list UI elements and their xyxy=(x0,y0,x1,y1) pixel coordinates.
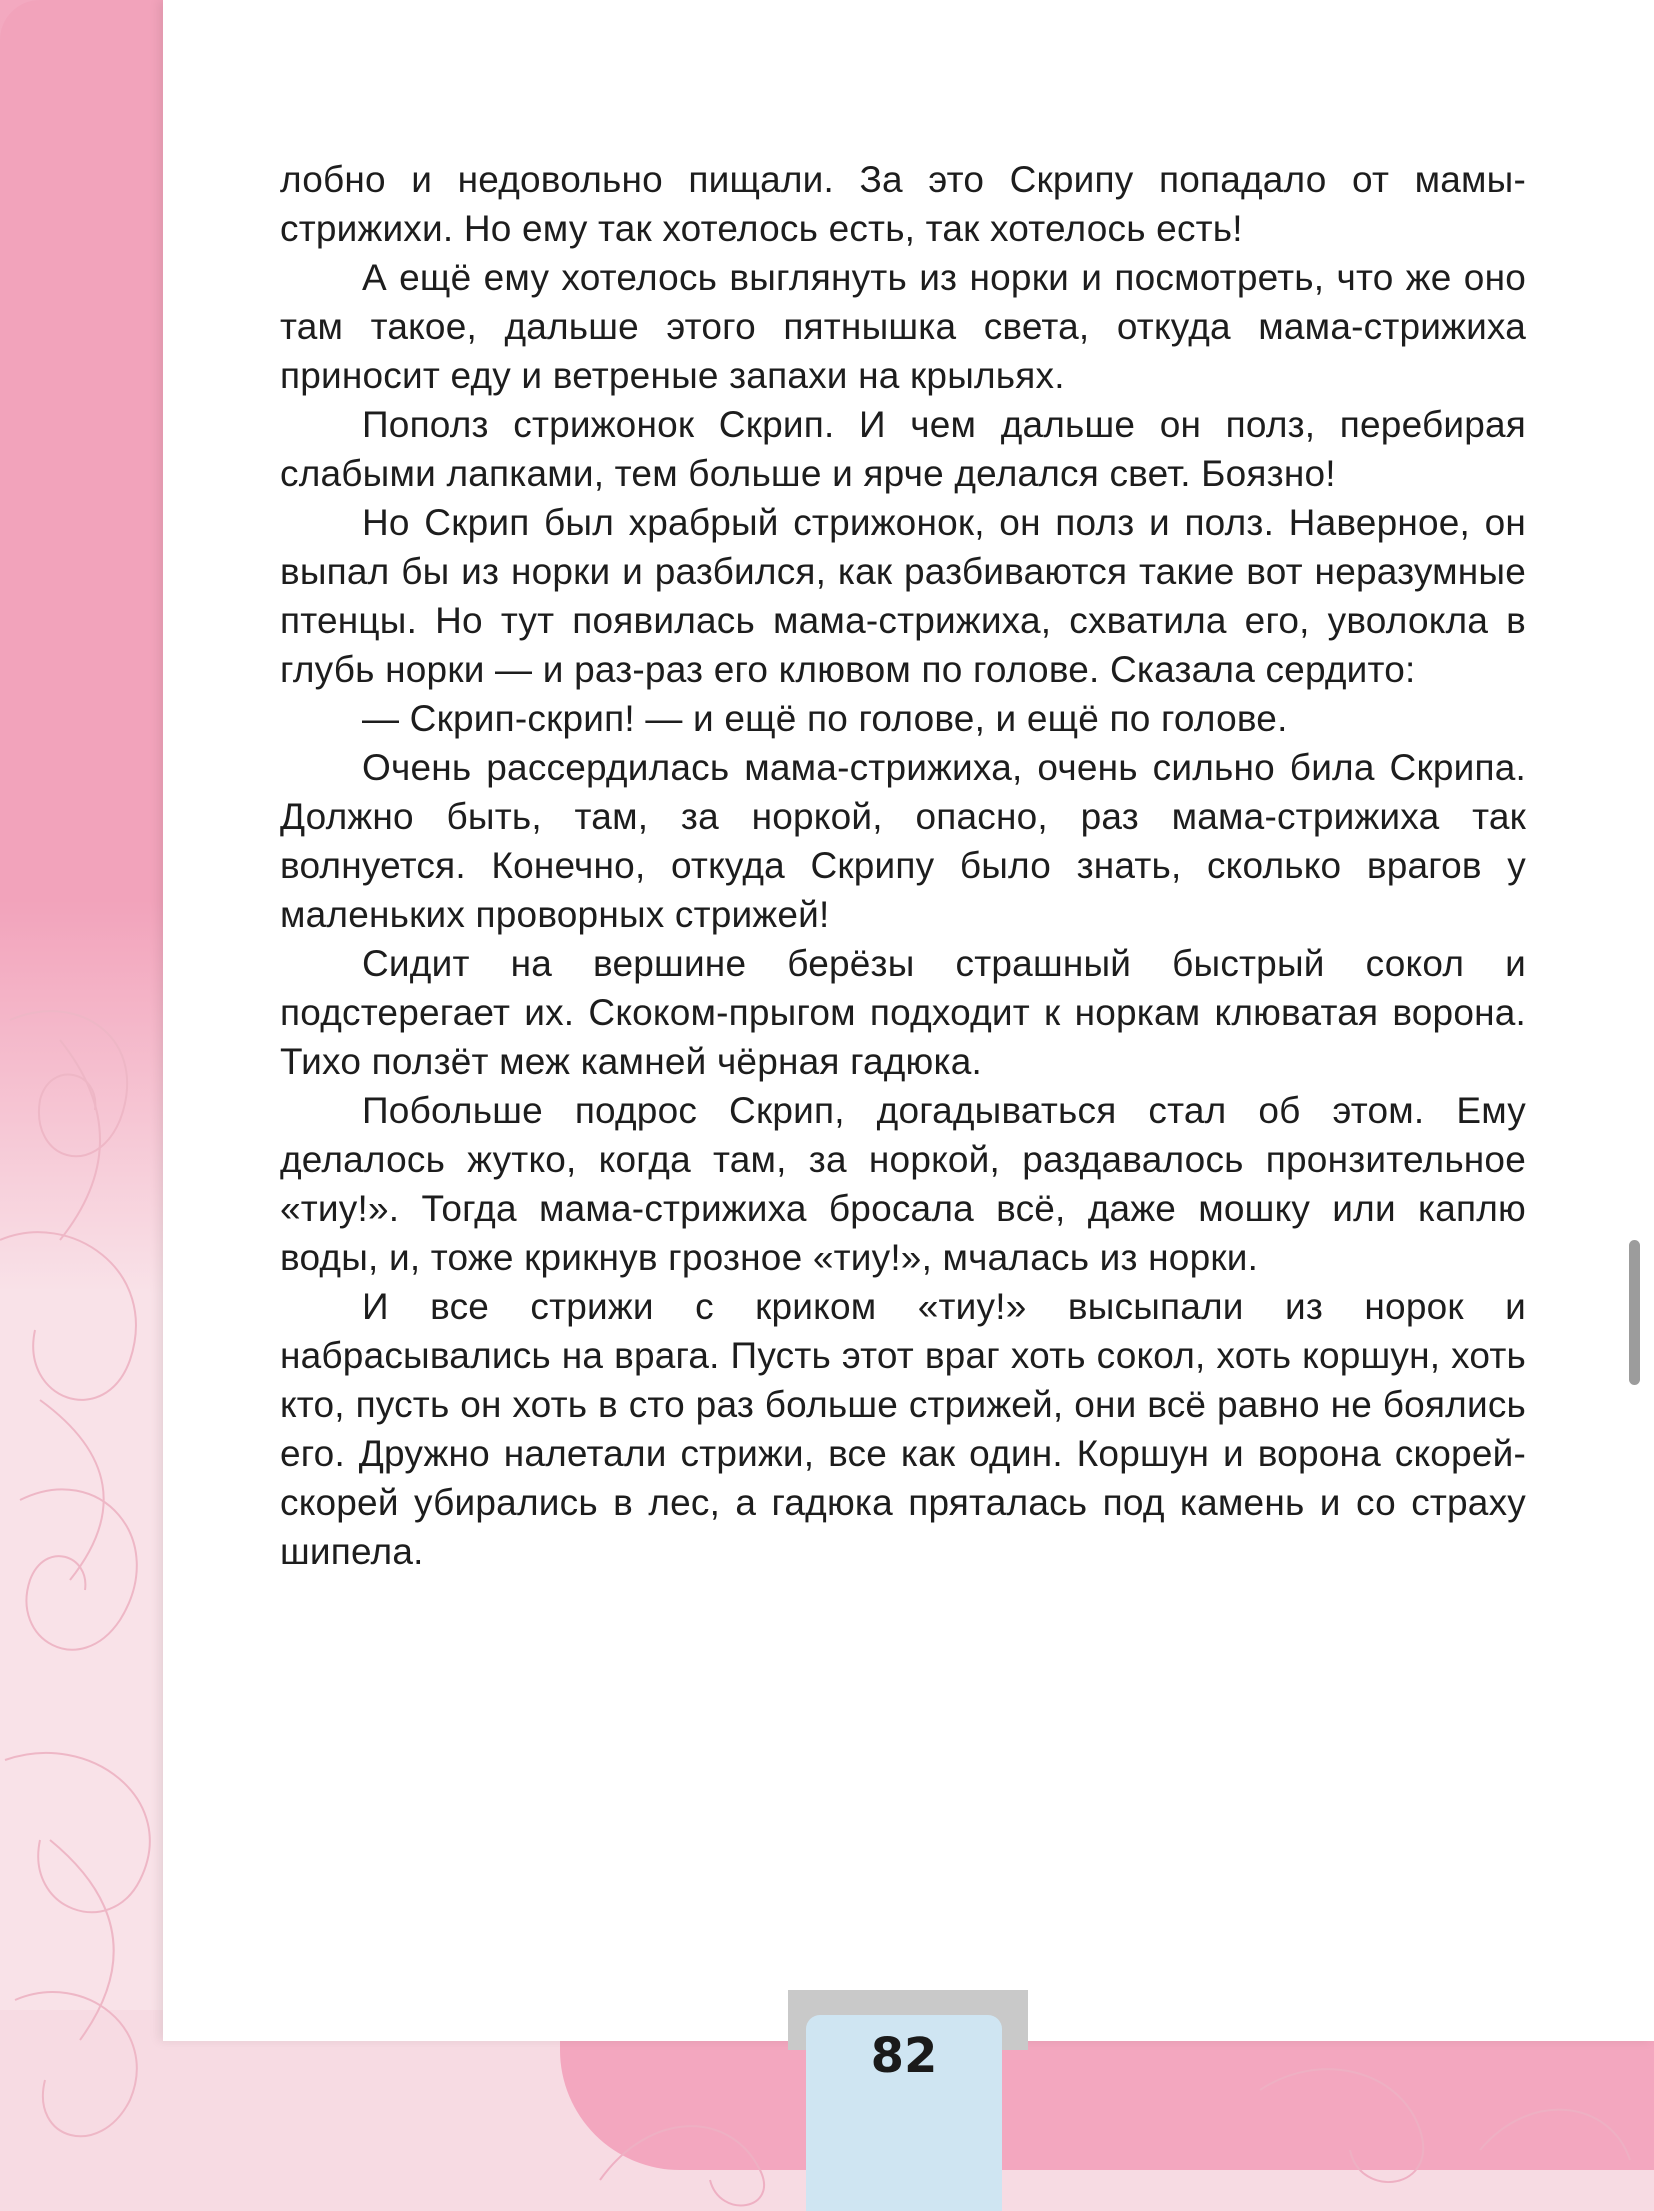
page-number: 82 xyxy=(870,2028,938,2084)
bottom-ornament-decoration xyxy=(560,2030,1654,2211)
paragraph-9: И все стрижи с криком «тиу!» высыпали из норок и набрасывались на врага. Пусть этот враг хоть сокол, хоть коршун, хоть кто, пусть он хоть в сто раз больше стрижей, они всё равно не боялись его. Дружно налетали стрижи, все как один. Коршун и ворона скорей-скорей убирались в лес, а гадюка пряталась под камень и со страху шипела. xyxy=(280,1286,1526,1572)
paragraph-5: — Скрип-скрип! — и ещё по голове, и ещё по голове. xyxy=(362,698,1288,739)
paragraph-3: Пополз стрижонок Скрип. И чем дальше он полз, перебирая слабыми лапками, тем больше и ярче делался свет. Боязно! xyxy=(280,404,1526,494)
paragraph-2: А ещё ему хотелось выглянуть из норки и посмотреть, что же оно там такое, дальше этого пятнышка света, откуда мама-стрижиха приносит еду и ветреные запахи на крыльях. xyxy=(280,257,1526,396)
paragraph-6: Очень рассердилась мама-стрижиха, очень сильно била Скрипа. Должно быть, там, за норкой, опасно, раз мама-стрижиха так волнуется. Конечно, откуда Скрипу было знать, сколько врагов у маленьких проворных стрижей! xyxy=(280,747,1526,935)
paragraph-8: Побольше подрос Скрип, догадываться стал об этом. Ему делалось жутко, когда там, за норкой, раздавалось пронзительное «тиу!». Тогда мама-стрижиха бросала всё, даже мошку или каплю воды, и, тоже крикнув грозное «тиу!», мчалась из норки. xyxy=(280,1090,1526,1278)
paragraph-7: Сидит на вершине берёзы страшный быстрый сокол и подстерегает их. Скоком-прыгом подходит к норкам клюватая ворона. Тихо ползёт меж камней чёрная гадюка. xyxy=(280,943,1526,1082)
scrollbar-thumb[interactable] xyxy=(1629,1240,1640,1385)
paragraph-4: Но Скрип был храбрый стрижонок, он полз и полз. Наверное, он выпал бы из норки и разбился, как разбиваются такие вот неразумные птенцы. Но тут появилась мама-стрижиха, схватила его, уволокла в глубь норки — и раз-раз его клювом по голове. Сказала сердито: xyxy=(280,502,1526,690)
page-text xyxy=(280,155,1526,1576)
paragraph-1: лобно и недовольно пищали. За это Скрипу попадало от мамы-стрижихи. Но ему так хотелось есть, так хотелось есть! xyxy=(280,159,1526,249)
